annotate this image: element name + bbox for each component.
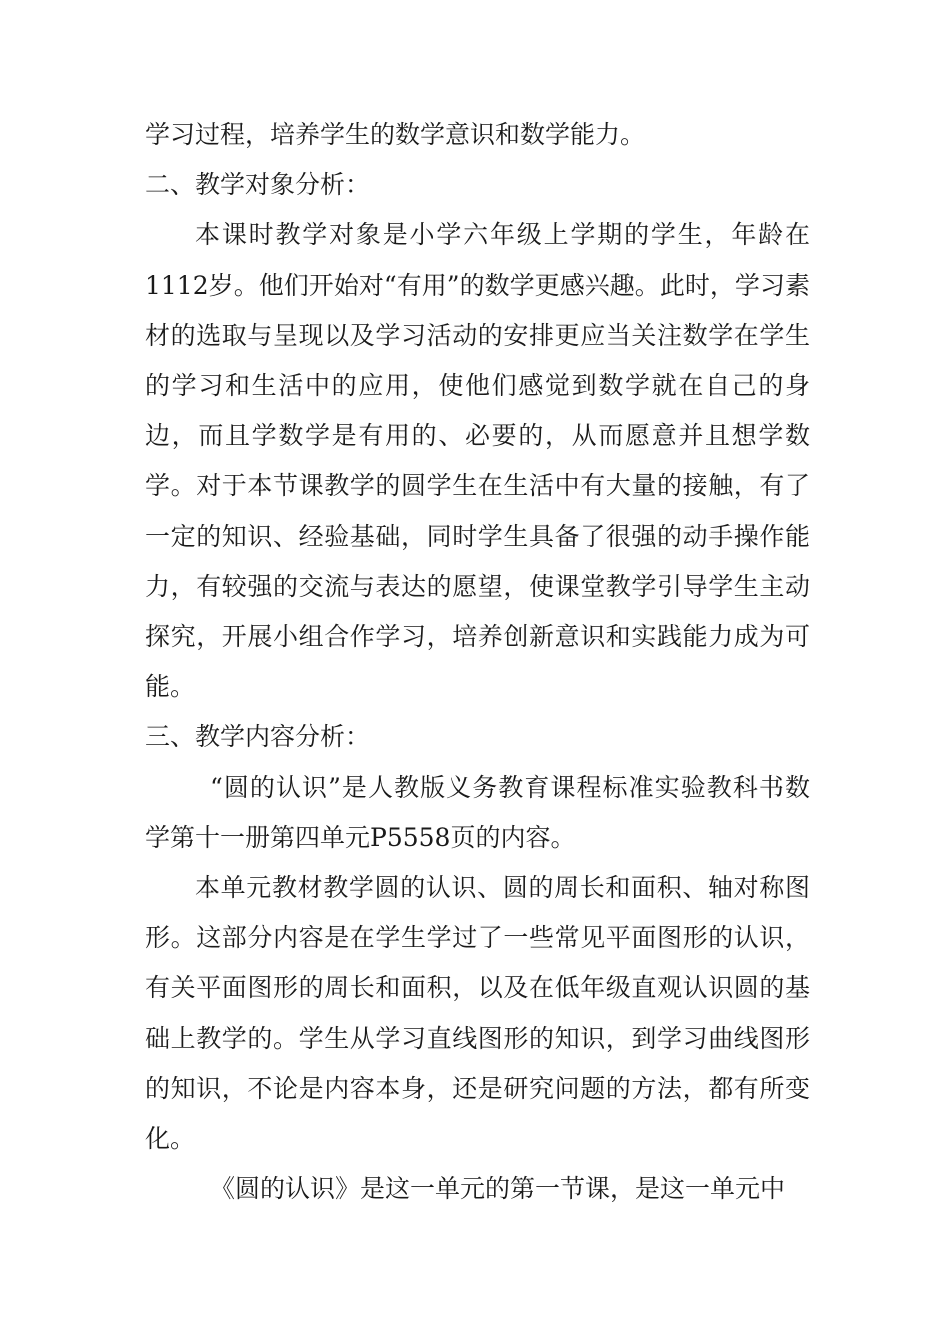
- paragraph-content-source: “圆的认识”是人教版义务教育课程标准实验教科书数学第十一册第四单元P5558页的内容。: [145, 772, 810, 852]
- section-heading-2: 二、教学对象分析：: [145, 170, 371, 200]
- paragraph-unit-overview: 本单元教材教学圆的认识、圆的周长和面积、轴对称图形。这部分内容是在学生学过了一些常见平面图形的认识，有关平面图形的周长和面积，以及在低年级直观认识圆的基础上教学的。学生从学习直线图形的知识，到学习曲线图形的知识，不论是内容本身，还是研究问题的方法，都有所变化。: [145, 873, 810, 1154]
- document-body: [145, 110, 810, 1214]
- paragraph-lesson-position: 《圆的认识》是这一单元的第一节课，是这一单元中: [210, 1174, 786, 1204]
- paragraph-student-analysis: 本课时教学对象是小学六年级上学期的学生，年龄在1112岁。他们开始对“有用”的数学更感兴趣。此时，学习素材的选取与呈现以及学习活动的安排更应当关注数学在学生的学习和生活中的应用，使他们感觉到数学就在自己的身边，而且学数学是有用的、必要的，从而愿意并且想学数学。对于本节课教学的圆学生在生活中有大量的接触，有了一定的知识、经验基础，同时学生具备了很强的动手操作能力，有较强的交流与表达的愿望，使课堂教学引导学生主动探究，开展小组合作学习，培养创新意识和实践能力成为可能。: [145, 220, 810, 702]
- paragraph-continuation: 学习过程，培养学生的数学意识和数学能力。: [145, 120, 646, 149]
- section-heading-3: 三、教学内容分析：: [145, 722, 371, 752]
